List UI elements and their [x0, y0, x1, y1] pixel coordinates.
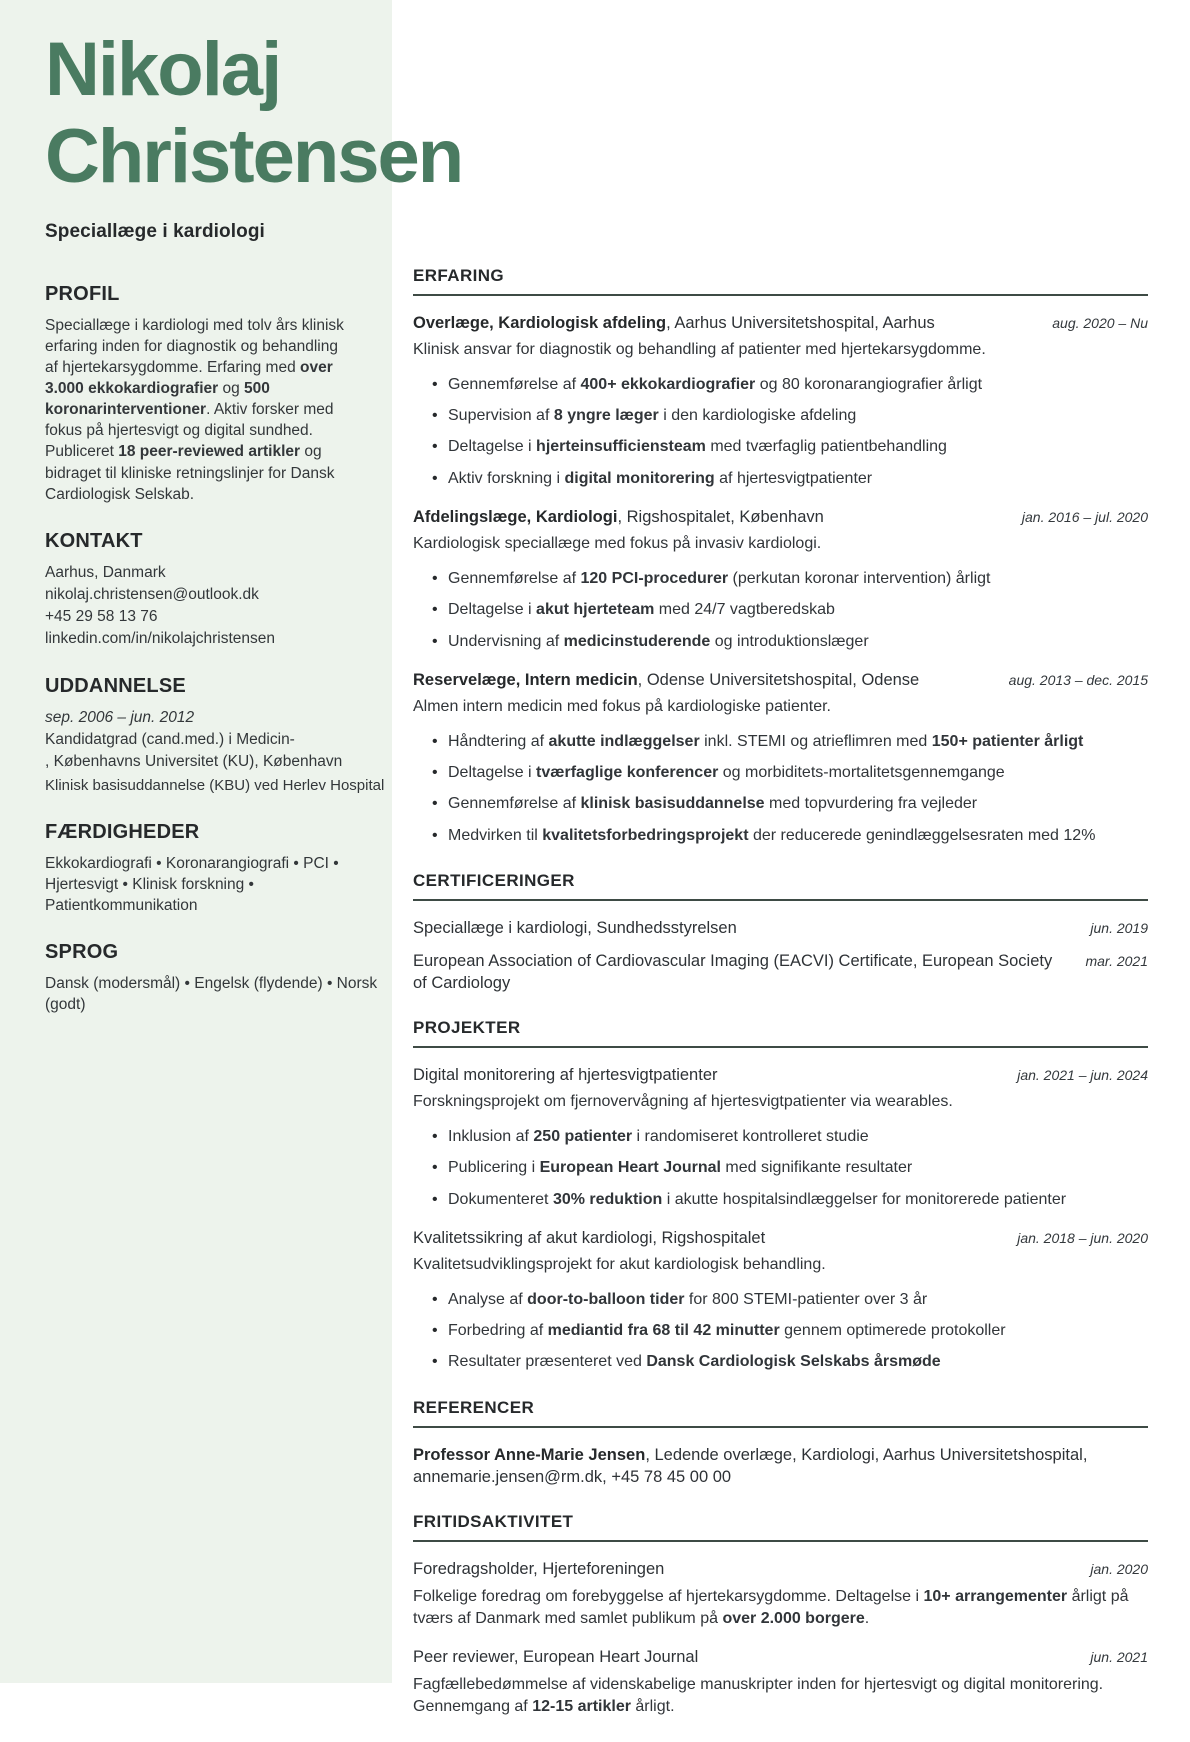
activity-item-header: [413, 1558, 1148, 1580]
bullet-item: • Forbedring af mediantid fra 68 til 42 minutter gennem optimerede protokoller: [413, 1320, 1148, 1342]
profil-text: Speciallæge i kardiologi med tolv års klinisk erfaring inden for diagnostik og behandling af hjertekarsygdomme. Erfaring med over 3.000 ekkokardiografier og 500 koronarinterventioner. Aktiv forsker med fokus på hjertesvigt og digital sundhed. Publiceret 18 peer-reviewed artikler og bidraget til kliniske retningslinjer for Dansk Cardiologisk Selskab.: [45, 317, 344, 503]
section-heading-certificeringer: CERTIFICERINGER: [413, 871, 575, 891]
section-heading-kontakt: KONTAKT: [45, 529, 143, 552]
section-rule: [413, 1426, 1148, 1428]
project-item: [413, 1064, 1148, 1211]
job-title-subtitle: Speciallæge i kardiologi: [45, 220, 265, 242]
main-column: [413, 266, 1148, 1742]
activity-title: Foredragsholder, Hjerteforeningen: [413, 1560, 665, 1579]
certification-item: [413, 950, 1148, 995]
project-item-header: [413, 1227, 1148, 1249]
section-heading-faerdigheder: FÆRDIGHEDER: [45, 821, 200, 843]
certification-date: mar. 2021: [1085, 952, 1148, 969]
certification-item-header: [413, 917, 1148, 939]
activity-description: Fagfællebedømmelse af videnskabelige manuskripter inden for hjertesvigt og digital monitorering. Gennemgang af 12-15 artikler årligt.: [413, 1675, 1104, 1715]
project-summary: Kvalitetsudviklingsprojekt for akut kardiologisk behandling.: [413, 1256, 826, 1274]
section-heading-projekter: PROJEKTER: [413, 1018, 521, 1038]
project-date: jan. 2018 – jun. 2020: [1017, 1229, 1148, 1246]
activity-title: Peer reviewer, European Heart Journal: [413, 1648, 699, 1667]
section-rule: [413, 1540, 1148, 1542]
project-bullets: [413, 1289, 1148, 1374]
project-date: jan. 2021 – jun. 2024: [1017, 1067, 1148, 1084]
experience-summary: Almen intern medicin med fokus på kardiologiske patienter.: [413, 698, 831, 716]
bullet-item: • Gennemførelse af klinisk basisuddannelse med topvurdering fra vejleder: [413, 793, 1148, 815]
bullet-item: • Håndtering af akutte indlæggelser inkl. STEMI og atrieflimren med 150+ patienter årligt: [413, 731, 1148, 753]
certification-title: Speciallæge i kardiologi, Sundhedsstyrelsen: [413, 919, 737, 938]
project-bullets: [413, 1126, 1148, 1211]
education-date: sep. 2006 – jun. 2012: [45, 708, 195, 726]
section-heading-referencer: REFERENCER: [413, 1397, 535, 1417]
sidebar: [45, 283, 385, 1040]
sidebar-section-sprog: [45, 941, 378, 1015]
bullet-item: • Deltagelse i tværfaglige konferencer og morbiditets-mortalitetsgennemgange: [413, 762, 1148, 784]
project-item: [413, 1227, 1148, 1374]
experience-date: aug. 2013 – dec. 2015: [1008, 672, 1148, 689]
experience-date: jan. 2016 – jul. 2020: [1021, 509, 1148, 526]
bullet-item: • Aktiv forskning i digital monitorering af hjertesvigtpatienter: [413, 468, 1148, 490]
experience-summary: Klinisk ansvar for diagnostik og behandling af patienter med hjertekarsygdomme.: [413, 341, 986, 359]
section-heading-sprog: SPROG: [45, 941, 119, 964]
certification-date: jun. 2019: [1090, 920, 1148, 937]
section-referencer: [413, 1398, 1148, 1489]
sidebar-section-faerdigheder: [45, 821, 350, 916]
experience-item: [413, 669, 1148, 847]
contact-phone: +45 29 58 13 76: [45, 607, 158, 625]
section-heading-erfaring: ERFARING: [413, 266, 505, 285]
experience-item: [413, 506, 1148, 653]
bullet-item: • Gennemførelse af 120 PCI-procedurer (perkutan koronar intervention) årligt: [413, 568, 1148, 590]
experience-bullets: [413, 731, 1148, 848]
section-rule: [413, 899, 1148, 901]
certification-item-header: [413, 950, 1148, 995]
bullet-item: • Deltagelse i akut hjerteteam med 24/7 vagtberedskab: [413, 599, 1148, 621]
sidebar-section-kontakt: [45, 530, 350, 650]
section-projekter: [413, 1018, 1148, 1374]
languages-list: Dansk (modersmål) • Engelsk (flydende) • Norsk (godt): [45, 975, 378, 1014]
bullet-item: • Deltagelse i hjerteinsufficiensteam med tværfaglig patientbehandling: [413, 436, 1148, 458]
activity-date: jun. 2021: [1090, 1649, 1148, 1666]
experience-item: [413, 312, 1148, 490]
section-erfaring: [413, 266, 1148, 847]
section-heading-uddannelse: UDDANNELSE: [45, 674, 186, 697]
reference-entry: Professor Anne-Marie Jensen, Ledende overlæge, Kardiologi, Aarhus Universitetshospital, annemarie.jensen@rm.dk, +45 78 45 00 00: [413, 1445, 1088, 1486]
bullet-item: • Gennemførelse af 400+ ekkokardiografier og 80 koronarangiografier årligt: [413, 374, 1148, 396]
bullet-item: • Supervision af 8 yngre læger i den kardiologiske afdeling: [413, 405, 1148, 427]
experience-item-header: [413, 506, 1148, 528]
experience-item-header: [413, 669, 1148, 691]
education-kbu: Klinisk basisuddannelse (KBU) ved Herlev Hospital: [45, 776, 385, 794]
activity-item: [413, 1558, 1148, 1630]
project-item-header: [413, 1064, 1148, 1086]
bullet-item: • Undervisning af medicinstuderende og introduktionslæger: [413, 631, 1148, 653]
certification-title: European Association of Cardiovascular Imaging (EACVI) Certificate, European Society of Cardiology: [413, 951, 1053, 992]
section-rule: [413, 294, 1148, 296]
certification-item: [413, 917, 1148, 939]
bullet-item: • Analyse af door-to-balloon tider for 800 STEMI-patienter over 3 år: [413, 1289, 1148, 1311]
experience-bullets: [413, 374, 1148, 491]
sidebar-section-uddannelse: [45, 674, 385, 796]
bullet-item: • Resultater præsenteret ved Dansk Cardiologisk Selskabs årsmøde: [413, 1351, 1148, 1373]
experience-title: Afdelingslæge, Kardiologi, Rigshospitalet, København: [413, 508, 824, 527]
activity-item: [413, 1646, 1148, 1718]
activity-item-header: [413, 1646, 1148, 1668]
skills-list: Ekkokardiografi • Koronarangiografi • PCI • Hjertesvigt • Klinisk forskning • Patientkommunikation: [45, 855, 339, 915]
cv-header: [45, 26, 765, 243]
experience-title: Overlæge, Kardiologisk afdeling, Aarhus Universitetshospital, Aarhus: [413, 314, 935, 332]
bullet-item: • Inklusion af 250 patienter i randomiseret kontrolleret studie: [413, 1126, 1148, 1148]
bullet-item: • Publicering i European Heart Journal med signifikante resultater: [413, 1157, 1148, 1179]
activity-date: jan. 2020: [1090, 1561, 1148, 1578]
section-certificeringer: [413, 871, 1148, 994]
education-degree-line2: , Københavns Universitet (KU), København: [45, 752, 343, 770]
sidebar-section-profil: [45, 283, 350, 505]
experience-bullets: [413, 568, 1148, 653]
project-title: Digital monitorering af hjertesvigtpatienter: [413, 1066, 718, 1085]
bullet-item: • Medvirken til kvalitetsforbedringsprojekt der reducerede genindlæggelsesraten med 12%: [413, 825, 1148, 847]
section-rule: [413, 1046, 1148, 1048]
experience-summary: Kardiologisk speciallæge med fokus på invasiv kardiologi.: [413, 535, 822, 553]
contact-linkedin: linkedin.com/in/nikolajchristensen: [45, 629, 276, 647]
page-title: Nikolaj Christensen: [45, 27, 463, 200]
experience-title: Reservelæge, Intern medicin, Odense Universitetshospital, Odense: [413, 671, 920, 690]
project-summary: Forskningsprojekt om fjernovervågning af hjertesvigtpatienter via wearables.: [413, 1093, 953, 1111]
experience-item-header: [413, 312, 1148, 334]
experience-date: aug. 2020 – Nu: [1052, 315, 1148, 331]
project-title: Kvalitetssikring af akut kardiologi, Rigshospitalet: [413, 1228, 766, 1247]
education-degree-line1: Kandidatgrad (cand.med.) i Medicin-: [45, 730, 295, 748]
contact-email: nikolaj.christensen@outlook.dk: [45, 585, 259, 603]
section-heading-fritidsaktivitet: FRITIDSAKTIVITET: [413, 1512, 574, 1532]
contact-location: Aarhus, Danmark: [45, 563, 166, 581]
bullet-item: • Dokumenteret 30% reduktion i akutte hospitalsindlæggelser for monitorerede patienter: [413, 1189, 1148, 1211]
section-fritidsaktivitet: [413, 1512, 1148, 1718]
section-heading-profil: PROFIL: [45, 283, 120, 305]
activity-description: Folkelige foredrag om forebyggelse af hjertekarsygdomme. Deltagelse i 10+ arrangementer årligt på tværs af Danmark med samlet publikum på over 2.000 borgere.: [413, 1587, 1129, 1627]
